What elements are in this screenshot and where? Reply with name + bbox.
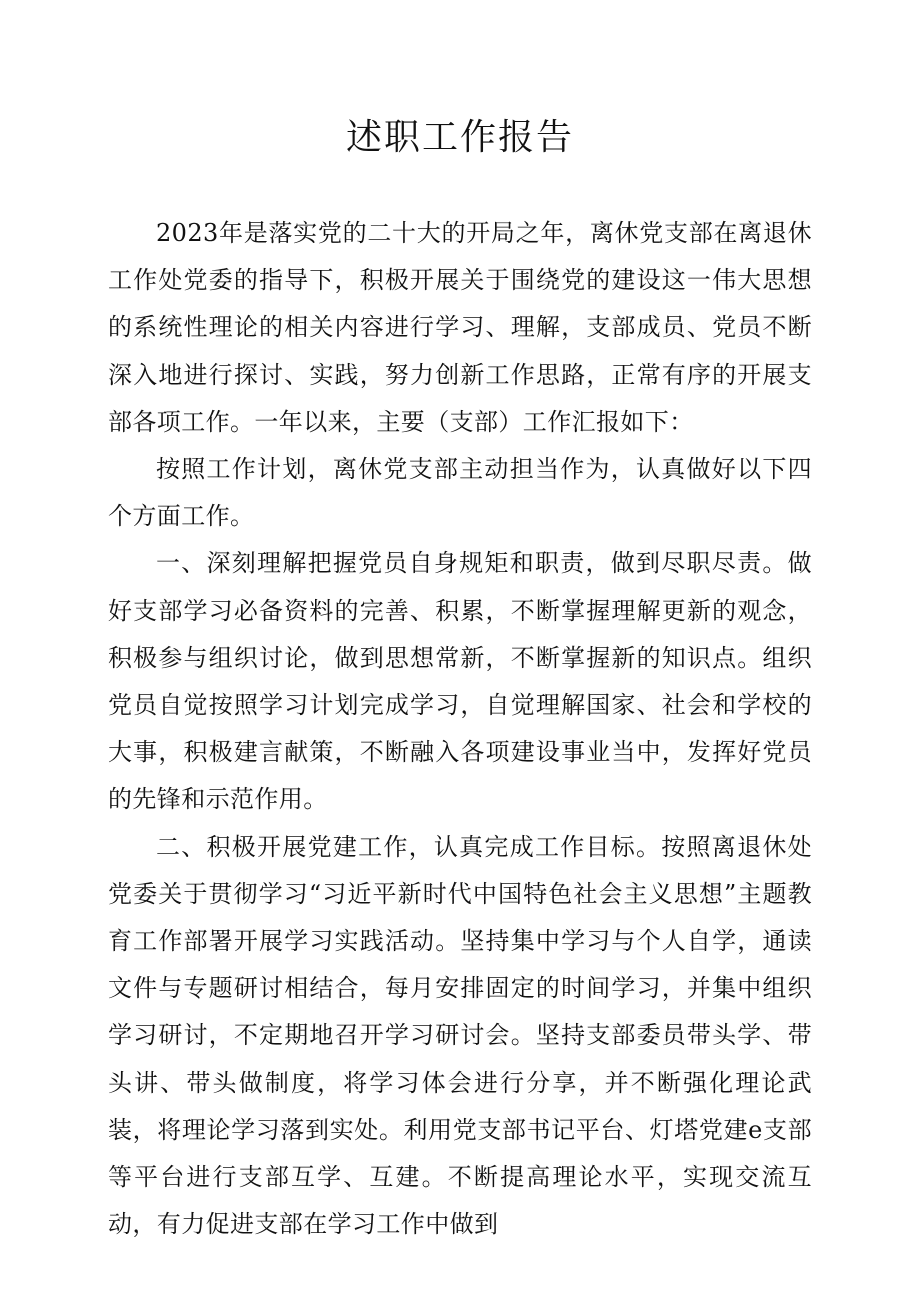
paragraph-plan: 按照工作计划，离休党支部主动担当作为，认真做好以下四个方面工作。 [108,455,812,531]
paragraph-section-one: 一、深刻理解把握党员自身规矩和职责，做到尽职尽责。做好支部学习必备资料的完善、积累，不断掌握理解更新的观念，积极参与组织讨论，做到思想常新，不断掌握新的知识点。组织党员自觉按照学习计划完成学习，自觉理解国家、社会和学校的大事，积极建言献策，不断融入各项建设事业当中，发挥好党员的先锋和示范作用。 [108,549,812,814]
paragraph-section-two: 二、积极开展党建工作，认真完成工作目标。按照离退休处党委关于贯彻学习“习近平新时代中国特色社会主义思想”主题教育工作部署开展学习实践活动。坚持集中学习与个人自学，通读文件与专题研讨相结合，每月安排固定的时间学习，并集中组织学习研讨，不定期地召开学习研讨会。坚持支部委员带头学、带头讲、带头做制度，将学习体会进行分享，并不断强化理论武装，将理论学习落到实处。利用党支部书记平台、灯塔党建e支部等平台进行支部互学、互建。不断提高理论水平，实现交流互动，有力促进支部在学习工作中做到 [108,832,812,1239]
document-title: 述职工作报告 [345,117,574,158]
paragraph-intro: 2023年是落实党的二十大的开局之年，离休党支部在离退休工作处党委的指导下，积极开展关于围绕党的建设这一伟大思想的系统性理论的相关内容进行学习、理解，支部成员、党员不断深入地进行探讨、实践，努力创新工作思路，正常有序的开展支部各项工作。一年以来，主要（支部）工作汇报如下： [108,219,812,436]
document-body [108,210,812,1248]
